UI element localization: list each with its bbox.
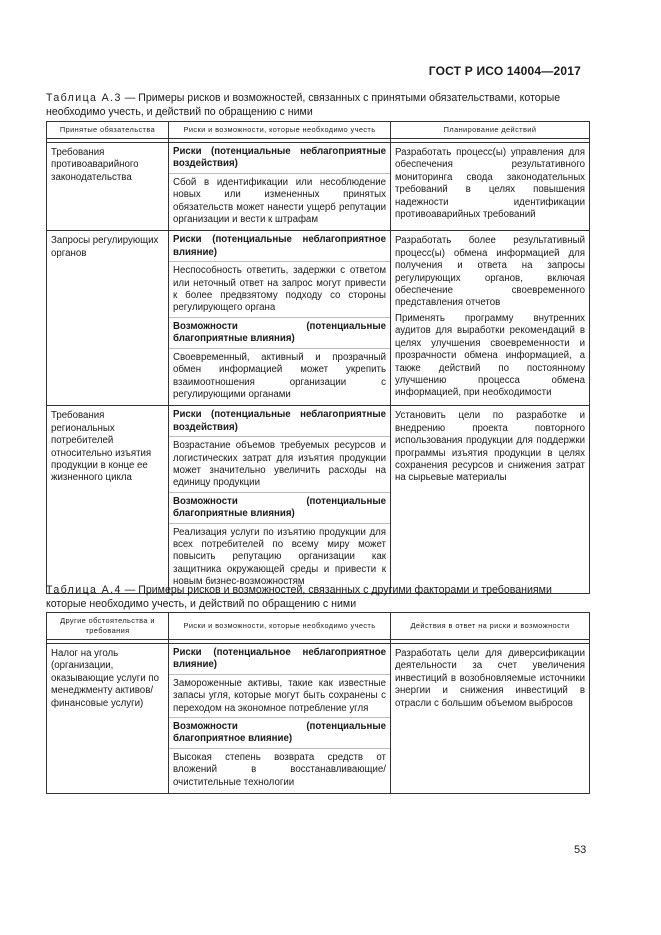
action-text: Разработать более результативный процесс(ы) обмена информацией для получения и ответа на запросы регулирующих органов, включая обеспечение своевременного представления отчетов xyxy=(395,235,585,309)
action-cell: Разработать процесс(ы) управления для обеспечения результативного мониторинга свода законодательных требований в целях повышения надежности идентификации противоаварийных требований xyxy=(391,143,590,231)
risk-text: Сбой в идентификации или несоблюдение новых или измененных принятых обязательств может нанести ущерб репутации организации и вести к штрафам xyxy=(173,176,386,226)
table-a3-header-row xyxy=(47,122,590,139)
risk-heading: Риски (потенциальные неблагоприятные воздействия) xyxy=(169,409,390,437)
risk-heading: Риски (потенциальные неблагоприятное влияние) xyxy=(169,234,390,262)
table-a3 xyxy=(46,121,590,594)
table-a4-header-row xyxy=(47,613,590,640)
table-a3-caption xyxy=(46,92,591,119)
table-a4-caption-text: — Примеры рисков и возможностей, связанных с другими факторами и требованиями которые необходимо учесть, и действий по обращению с ними xyxy=(46,584,552,610)
risk-cell xyxy=(169,406,391,593)
opportunity-text: Реализация услуги по изъятию продукции для всех потребителей по всему миру может повысить репутацию организации как защитника окружающей среды и привести к новым бизнес-возможностям xyxy=(173,526,386,588)
circumstance-cell: Налог на уголь (организации, оказывающие услуги по менеджменту активов/финансовые услуги) xyxy=(47,644,169,794)
risk-heading: Риски (потенциальное неблагоприятное влияние) xyxy=(169,647,390,675)
table-row xyxy=(47,231,590,406)
opportunity-text: Своевременный, активный и прозрачный обмен информацией может укрепить взаимоотношения организации с регулирующими органами xyxy=(173,351,386,400)
opportunity-text: Высокая степень возврата средств от вложений в восстанавливающие/очистительные технологии xyxy=(173,751,386,788)
table-a4-header-circumstances: Другие обстоятельства и требования xyxy=(47,613,169,640)
table-a4-label: Таблица А.4 xyxy=(46,584,122,596)
table-a3-label: Таблица А.3 xyxy=(46,92,122,104)
opportunity-heading: Возможности (потенциальные благоприятные влияния) xyxy=(169,321,390,349)
risk-cell xyxy=(169,231,391,406)
action-cell: Установить цели по разработке и внедрению проекта повторного использования продукции для поддержки программы изъятия продукции в целях сохранения ресурсов и снижения затрат на сырьевые материалы xyxy=(391,406,590,593)
table-a4 xyxy=(46,612,590,794)
standard-designation: ГОСТ Р ИСО 14004—2017 xyxy=(428,64,581,78)
risk-text: Неспособность ответить, задержки с ответом или неточный ответ на запрос могут привести к более предвзятому подходу со стороны регулирующего органа xyxy=(169,265,390,318)
risk-text: Замороженные активы, такие как известные запасы угля, которые могут быть сохранены с переходом на экономное потребление угля xyxy=(169,678,390,718)
table-a3-header-actions: Планирование действий xyxy=(391,122,590,139)
action-text-2: Применять программу внутренних аудитов для выработки рекомендаций в целях улучшения своевременности и прозрачности обмена информацией, а также действий по постоянному улучшению процесса обмена информацией, при необходимости xyxy=(395,312,585,399)
page-number: 53 xyxy=(574,844,587,856)
table-a4-header-risks: Риски и возможности, которые необходимо учесть xyxy=(169,613,391,640)
table-row xyxy=(47,644,590,794)
table-a3-header-risks: Риски и возможности, которые необходимо учесть xyxy=(169,122,391,139)
risk-cell xyxy=(169,644,391,794)
risk-heading: Риски (потенциальные неблагоприятные воздействия) xyxy=(169,146,390,174)
opportunity-heading: Возможности (потенциальные благоприятные влияния) xyxy=(169,496,390,524)
table-row xyxy=(47,143,590,231)
action-cell xyxy=(391,231,590,406)
obligation-cell: Запросы регулирующих органов xyxy=(47,231,169,406)
risk-text: Возрастание объемов требуемых ресурсов и логистических затрат для изъятия продукции может значительно увеличить расходы на единицу продукции xyxy=(169,440,390,493)
obligation-cell: Требования региональных потребителей относительно изъятия продукции в конце ее жизненного цикла xyxy=(47,406,169,593)
risk-cell xyxy=(169,143,391,231)
opportunity-heading: Возможности (потенциальные благоприятное влияние) xyxy=(169,721,390,749)
obligation-cell: Требования противоаварийного законодательства xyxy=(47,143,169,231)
table-a4-header-actions: Действия в ответ на риски и возможности xyxy=(391,613,590,640)
table-a3-header-obligations: Принятые обязательства xyxy=(47,122,169,139)
action-cell: Разработать цели для диверсификации деятельности за счет увеличения инвестиций в возобновляемые источники энергии и снижения инвестиций в отрасли с большим объемом выбросов xyxy=(391,644,590,794)
table-a3-caption-text: — Примеры рисков и возможностей, связанных с принятыми обязательствами, которые необходимо учесть, и действий по обращению с ними xyxy=(46,92,561,118)
table-a4-caption xyxy=(46,584,591,611)
table-row xyxy=(47,406,590,593)
